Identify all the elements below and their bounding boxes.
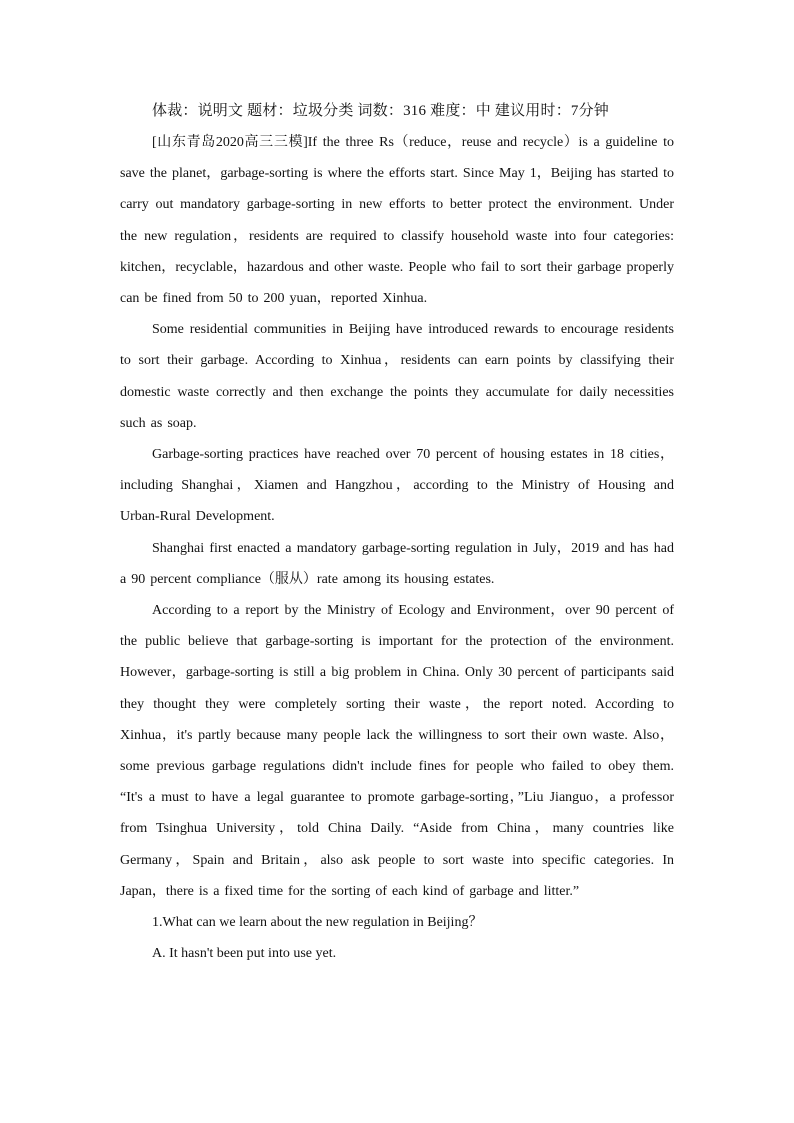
paragraph-3: Garbage-sorting practices have reached over 70 percent of housing estates in 18 cities，including Shanghai，Xiamen and Hangzhou，according to the Ministry of Housing and Urban-Rural Development. (120, 447, 674, 525)
passage-meta-line: 体裁：说明文 题材：垃圾分类 词数：316 难度：中 建议用时：7分钟 (152, 103, 610, 119)
paragraph-4: Shanghai first enacted a mandatory garbage-sorting regulation in July，2019 and has had a 90 percent compliance（服从）rate among its housing estates. (120, 540, 674, 587)
document-page (120, 96, 674, 969)
question-stem: 1.What can we learn about the new regulation in Beijing？ (152, 915, 483, 931)
paragraph-1: [山东青岛2020高三三模]If the three Rs（reduce，reuse and recycle）is a guideline to save the planet，garbage-sorting is where the efforts start. Since May 1，Beijing has started to carry out mandatory garbage-sorting in new efforts to better protect the environment. Under the new regulation，residents are required to classify household waste into four categories: kitchen，recyclable，hazardous and other waste. People who fail to sort their garbage properly can be fined from 50 to 200 yuan，reported Xinhua. (120, 135, 674, 307)
answer-option-a: A. It hasn't been put into use yet. (152, 946, 337, 962)
paragraph-2: Some residential communities in Beijing have introduced rewards to encourage residents to sort their garbage. According to Xinhua，residents can earn points by classifying their domestic waste correctly and then exchange the points they accumulate for daily necessities such as soap. (120, 322, 674, 431)
paragraph-5: According to a report by the Ministry of Ecology and Environment，over 90 percent of the public believe that garbage-sorting is important for the protection of the environment. However，garbage-sorting is still a big problem in China. Only 30 percent of participants said they thought they were completely sorting their waste，the report noted. According to Xinhua，it's partly because many people lack the willingness to sort their own waste. Also，some previous garbage regulations didn't include fines for people who failed to obey them. “It's a must to have a legal guarantee to promote garbage-sorting，”Liu Jianguo，a professor from Tsinghua University，told China Daily. “Aside from China，many countries like Germany，Spain and Britain，also ask people to sort waste into specific categories. In Japan，there is a fixed time for the sorting of each kind of garbage and litter.” (120, 603, 674, 899)
